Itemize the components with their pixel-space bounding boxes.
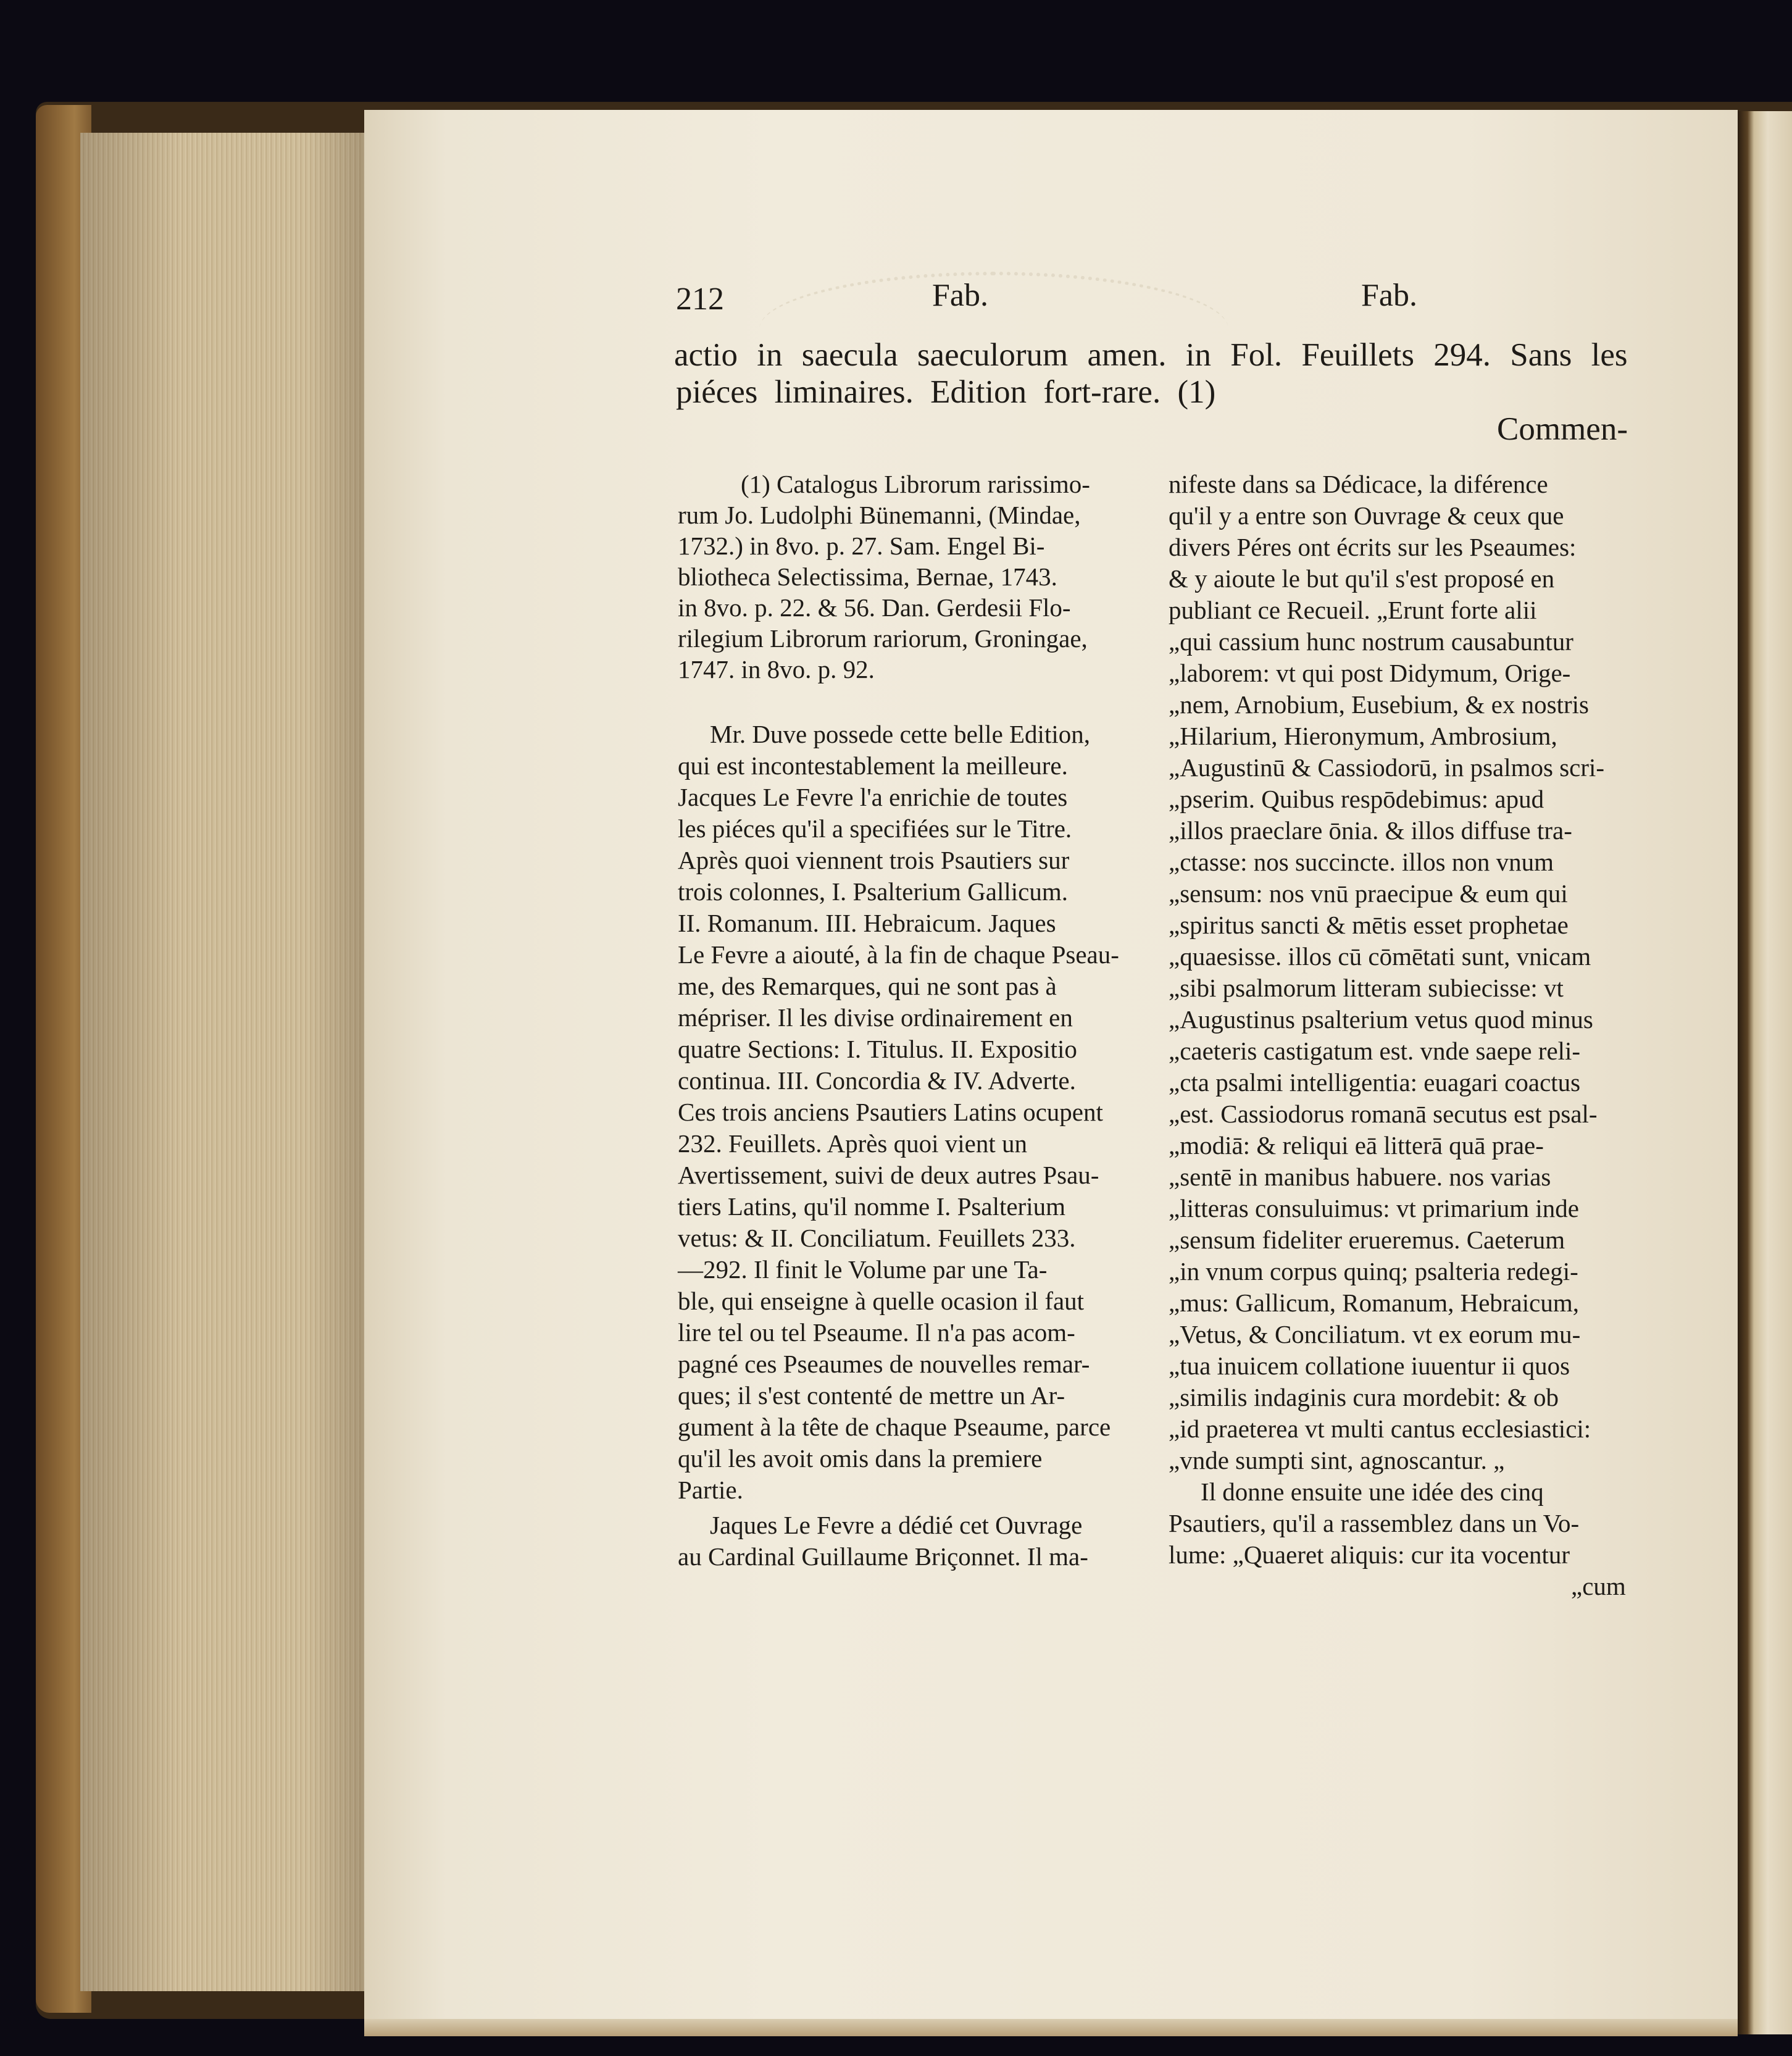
top-line-2: piéces liminaires. Edition fort-rare. (1) (676, 374, 1216, 410)
body-line: trois colonnes, I. Psalterium Gallicum. (678, 877, 1068, 906)
running-head-right: Fab. (1361, 278, 1417, 313)
body-line: Jaques Le Fevre a dédié cet Ouvrage (710, 1511, 1083, 1539)
right-line: „qui cassium hunc nostrum causabuntur (1169, 627, 1573, 656)
body-line: —292. Il finit le Volume par une Ta- (678, 1255, 1048, 1284)
footnote-line: rilegium Librorum rariorum, Groningae, (678, 624, 1088, 653)
right-line: „quaesisse. illos cū cōmētati sunt, vnicam (1169, 942, 1591, 971)
body-line: Partie. (678, 1476, 743, 1504)
right-line: „sibi psalmorum litteram subiecisse: vt (1169, 974, 1564, 1002)
body-line: continua. III. Concordia & IV. Adverte. (678, 1066, 1076, 1095)
body-line: Jacques Le Fevre l'a enrichie de toutes (678, 783, 1068, 811)
right-line: „tua inuicem collatione iuuentur ii quos (1169, 1352, 1570, 1380)
page-number: 212 (676, 282, 724, 317)
body-line: Le Fevre a aiouté, à la fin de chaque Pseau- (678, 940, 1119, 969)
right-line: „modiā: & reliqui eā litterā quā prae- (1169, 1131, 1544, 1160)
right-line: divers Péres ont écrits sur les Pseaumes: (1169, 533, 1577, 561)
top-line-1: actio in saecula saeculorum amen. in Fol. Feuillets 294. Sans les (674, 337, 1628, 373)
right-line: Il donne ensuite une idée des cinq (1201, 1477, 1544, 1506)
body-line: gument à la tête de chaque Pseaume, parce (678, 1413, 1111, 1441)
body-line: Mr. Duve possede cette belle Edition, (710, 720, 1090, 748)
footnote-line: 1747. in 8vo. p. 92. (678, 655, 875, 683)
body-line: Après quoi viennent trois Psautiers sur (678, 846, 1070, 874)
body-line: quatre Sections: I. Titulus. II. Expositio (678, 1035, 1077, 1063)
right-line: „Vetus, & Conciliatum. vt ex eorum mu- (1169, 1320, 1581, 1348)
right-line: „Augustinū & Cassiodorū, in psalmos scri- (1169, 753, 1605, 782)
right-line: „sentē in manibus habuere. nos varias (1169, 1163, 1551, 1191)
right-line: „sensum fideliter erueremus. Caeterum (1169, 1226, 1565, 1254)
right-line: „spiritus sancti & mētis esset prophetae (1169, 911, 1569, 939)
right-line: „Augustinus psalterium vetus quod minus (1169, 1005, 1593, 1034)
right-line: „laborem: vt qui post Didymum, Orige- (1169, 659, 1571, 687)
body-line: lire tel ou tel Pseaume. Il n'a pas acom- (678, 1318, 1075, 1347)
footnote-line: bliotheca Selectissima, Bernae, 1743. (678, 562, 1057, 591)
body-line: les piéces qu'il a specifiées sur le Titre. (678, 814, 1072, 843)
body-line: ble, qui enseigne à quelle ocasion il faut (678, 1287, 1085, 1315)
body-line: II. Romanum. III. Hebraicum. Jaques (678, 909, 1056, 937)
right-line: publiant ce Recueil. „Erunt forte alii (1169, 596, 1537, 624)
body-line: au Cardinal Guillaume Briçonnet. Il ma- (678, 1542, 1088, 1571)
body-line: qui est incontestablement la meilleure. (678, 751, 1068, 780)
right-line: „in vnum corpus quinq; psalteria redegi- (1169, 1257, 1578, 1285)
footnote-line: 1732.) in 8vo. p. 27. Sam. Engel Bi- (678, 532, 1045, 560)
body-line: mépriser. Il les divise ordinairement en (678, 1003, 1073, 1032)
body-line: Avertissement, suivi de deux autres Psau- (678, 1161, 1099, 1189)
right-line: „pserim. Quibus respōdebimus: apud (1169, 785, 1544, 813)
body-line: 232. Feuillets. Après quoi vient un (678, 1129, 1027, 1158)
right-line: „nem, Arnobium, Eusebium, & ex nostris (1169, 690, 1589, 719)
right-line: „illos praeclare ōnia. & illos diffuse tra- (1169, 816, 1572, 845)
right-line: „est. Cassiodorus romanā secutus est psal- (1169, 1100, 1598, 1128)
right-line: „caeteris castigatum est. vnde saepe reli- (1169, 1037, 1581, 1065)
right-line: nifeste dans sa Dédicace, la diférence (1169, 470, 1548, 498)
page-edges (80, 133, 364, 1991)
right-line: „Hilarium, Hieronymum, Ambrosium, (1169, 722, 1557, 750)
right-line: lume: „Quaeret aliquis: cur ita vocentur (1169, 1540, 1570, 1569)
right-line: „vnde sumpti sint, agnoscantur. „ (1169, 1446, 1505, 1474)
right-line: Psautiers, qu'il a rassemblez dans un Vo- (1169, 1509, 1580, 1537)
right-line: & y aioute le but qu'il s'est proposé en (1169, 564, 1555, 593)
right-line: „similis indaginis cura mordebit: & ob (1169, 1383, 1559, 1411)
body-line: pagné ces Pseaumes de nouvelles remar- (678, 1350, 1090, 1378)
facing-page-edge (1738, 111, 1792, 2034)
body-line: tiers Latins, qu'il nomme I. Psalterium (678, 1192, 1065, 1221)
right-line: „cta psalmi intelligentia: euagari coactus (1169, 1068, 1581, 1097)
body-line: vetus: & II. Conciliatum. Feuillets 233. (678, 1224, 1076, 1252)
catchword-bottom: „cum (1571, 1572, 1626, 1600)
body-line: Ces trois anciens Psautiers Latins ocupent (678, 1098, 1103, 1126)
right-line: „ctasse: nos succincte. illos non vnum (1169, 848, 1554, 876)
body-line: qu'il les avoit omis dans la premiere (678, 1444, 1043, 1473)
running-head-left: Fab. (932, 278, 988, 313)
footnote-line: (1) Catalogus Librorum rarissimo- (741, 470, 1090, 498)
page-bottom-edge (364, 2019, 1738, 2036)
footnote-line: in 8vo. p. 22. & 56. Dan. Gerdesii Flo- (678, 593, 1071, 622)
right-line: „litteras consuluimus: vt primarium inde (1169, 1194, 1579, 1222)
catchword-top: Commen- (1497, 411, 1628, 447)
right-line: „mus: Gallicum, Romanum, Hebraicum, (1169, 1289, 1579, 1317)
right-line: „id praeterea vt multi cantus ecclesiastici: (1169, 1415, 1591, 1443)
right-line: „sensum: nos vnū praecipue & eum qui (1169, 879, 1568, 908)
body-line: ques; il s'est contenté de mettre un Ar- (678, 1381, 1065, 1410)
body-line: me, des Remarques, qui ne sont pas à (678, 972, 1057, 1000)
right-line: qu'il y a entre son Ouvrage & ceux que (1169, 501, 1564, 530)
footnote-line: rum Jo. Ludolphi Bünemanni, (Mindae, (678, 501, 1081, 529)
